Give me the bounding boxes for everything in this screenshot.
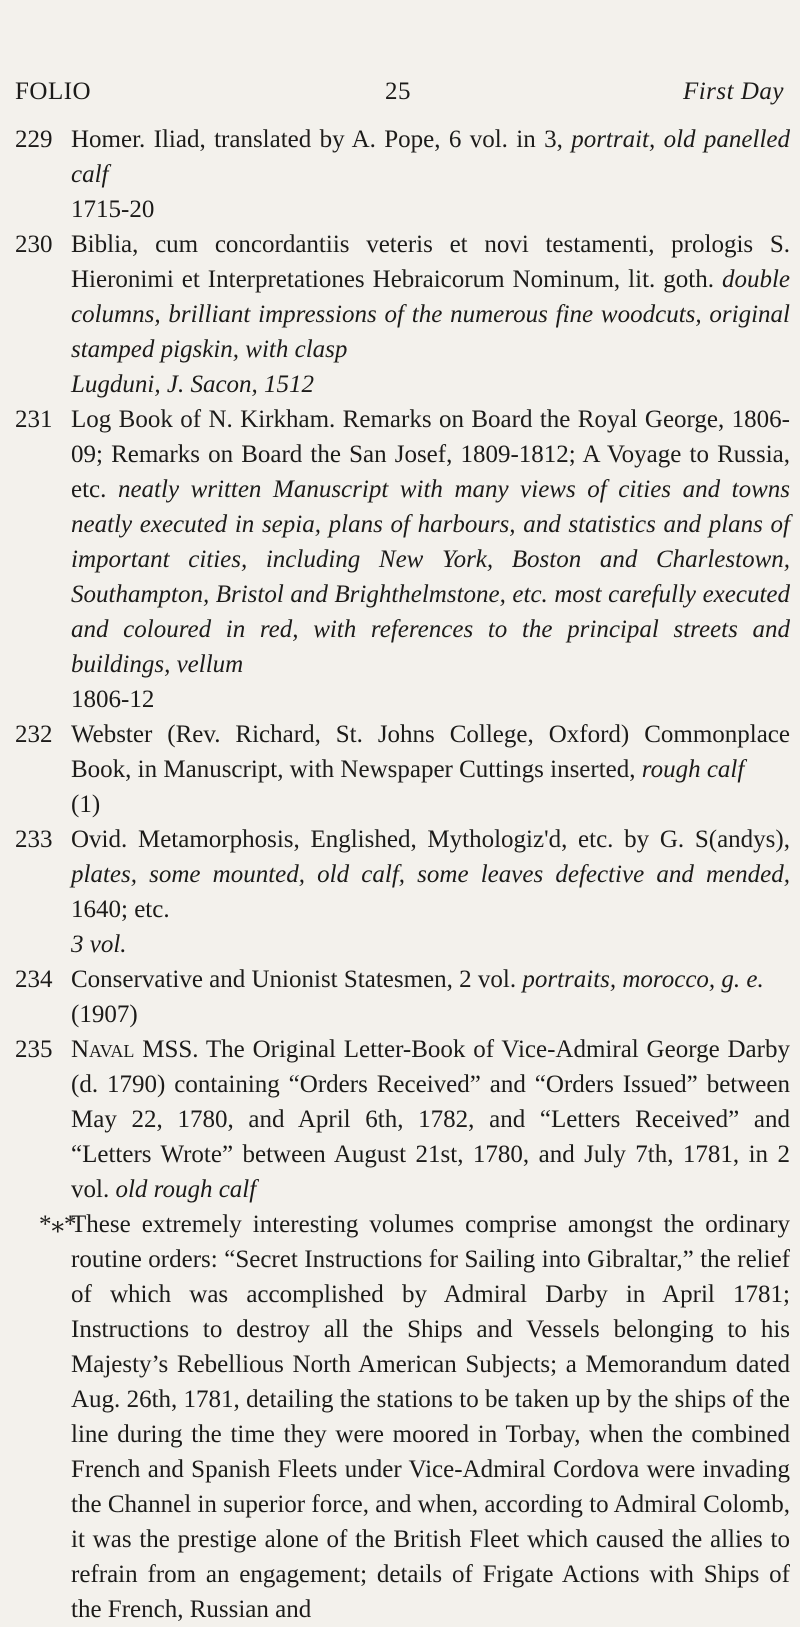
lot-entry — [15, 402, 790, 717]
lot-date: 1640; etc. — [71, 896, 170, 923]
lot-entry — [15, 1032, 790, 1207]
lot-entry — [15, 227, 790, 402]
day-label: First Day — [682, 78, 784, 105]
lot-number: 234 — [15, 966, 53, 993]
lot-title: Biblia, cum concordantiis veteris et novi testamenti, prologis S. Hieronimi et Interpretationes Hebraicorum Nominum, lit. goth. — [71, 231, 790, 293]
lot-number: 233 — [15, 826, 53, 853]
lot-title: Ovid. Metamorphosis, Englished, Mythologiz'd, etc. by G. S(andys), — [71, 826, 790, 853]
lot-list — [15, 122, 790, 1627]
folio-label: FOLIO — [15, 78, 92, 105]
lot-number: 230 — [15, 231, 53, 258]
lot-note — [15, 1207, 790, 1627]
lot-description: portrait, old panelled calf — [71, 126, 790, 188]
lot-entry — [15, 962, 790, 1032]
lot-title: Homer. Iliad, translated by A. Pope, 6 vol. in 3, — [71, 126, 563, 153]
page-number: 25 — [385, 78, 411, 105]
lot-number: 235 — [15, 1036, 53, 1063]
lot-description: rough calf — [641, 756, 745, 783]
lot-description: double columns, brilliant impressions of the numerous fine woodcuts, original stamped pigskin, with clasp — [71, 266, 791, 363]
lot-number: 231 — [15, 406, 53, 433]
page-header — [15, 78, 784, 110]
asterism-mark: *⁎* — [39, 1211, 77, 1238]
lot-description: portraits, morocco, g. e. — [522, 966, 764, 993]
lot-title: Conservative and Unionist Statesmen, 2 vol. — [71, 966, 517, 993]
lot-description: plates, some mounted, old calf, some leaves defective and mended, — [71, 861, 790, 888]
lot-entry — [15, 822, 790, 962]
lot-imprint: (1907) — [71, 1001, 138, 1028]
note-text: These extremely interesting volumes comprise amongst the ordinary routine orders: “Secret Instructions for Sailing into Gibraltar,” the relief of which was accomplished by Admiral Darby in April 1781; Instructions to destroy all the Ships and Vessels belonging to his Majesty’s Rebellious North American Subjects; a Memorandum dated Aug. 26th, 1781, detailing the stations to be taken up by the ships of the line during the time they were moored in Torbay, when the combined French and Spanish Fleets under Vice-Admiral Cordova were invading the Channel in superior force, and when, according to Admiral Colomb, it was the prestige alone of the British Fleet which caused the allies to refrain from an engagement; details of Frigate Actions with Ships of the French, Russian and — [71, 1211, 790, 1623]
lot-imprint: 1806-12 — [71, 686, 155, 713]
lot-number: 229 — [15, 126, 53, 153]
lot-title: Webster (Rev. Richard, St. Johns College, Oxford) Commonplace Book, in Manuscript, with Newspaper Cuttings inserted, — [71, 721, 790, 783]
lot-imprint: 3 vol. — [71, 931, 127, 958]
lot-number: 232 — [15, 721, 53, 748]
lot-title: The Original Letter-Book of Vice-Admiral George Darby (d. 1790) containing “Orders Received” and “Orders Issued” between May 22, 1780, and April 6th, 1782, and “Letters Received” and “Letters Wrote” between August 21st, 1780, and July 7th, 1781, in 2 vol. — [71, 1036, 790, 1203]
lot-description: neatly written Manuscript with many views of cities and towns neatly executed in sepia, plans of harbours, and statistics and plans of important cities, including New York, Boston and Charlestown, Southampton, Bristol and Brighthelmstone, etc. most carefully executed and coloured in red, with references to the principal streets and buildings, vellum — [71, 476, 790, 678]
lot-imprint: 1715-20 — [71, 196, 155, 223]
lot-entry — [15, 717, 790, 822]
lot-imprint: (1) — [71, 791, 101, 818]
lot-description: old rough calf — [115, 1176, 257, 1203]
lot-imprint: Lugduni, J. Sacon, 1512 — [71, 371, 315, 398]
lot-heading: Naval MSS. — [71, 1036, 199, 1063]
lot-title: Log Book of N. Kirkham. Remarks on Board the Royal George, 1806-09; Remarks on Board the San Josef, 1809-1812; A Voyage to Russia, etc. — [71, 406, 790, 503]
lot-entry — [15, 122, 790, 227]
